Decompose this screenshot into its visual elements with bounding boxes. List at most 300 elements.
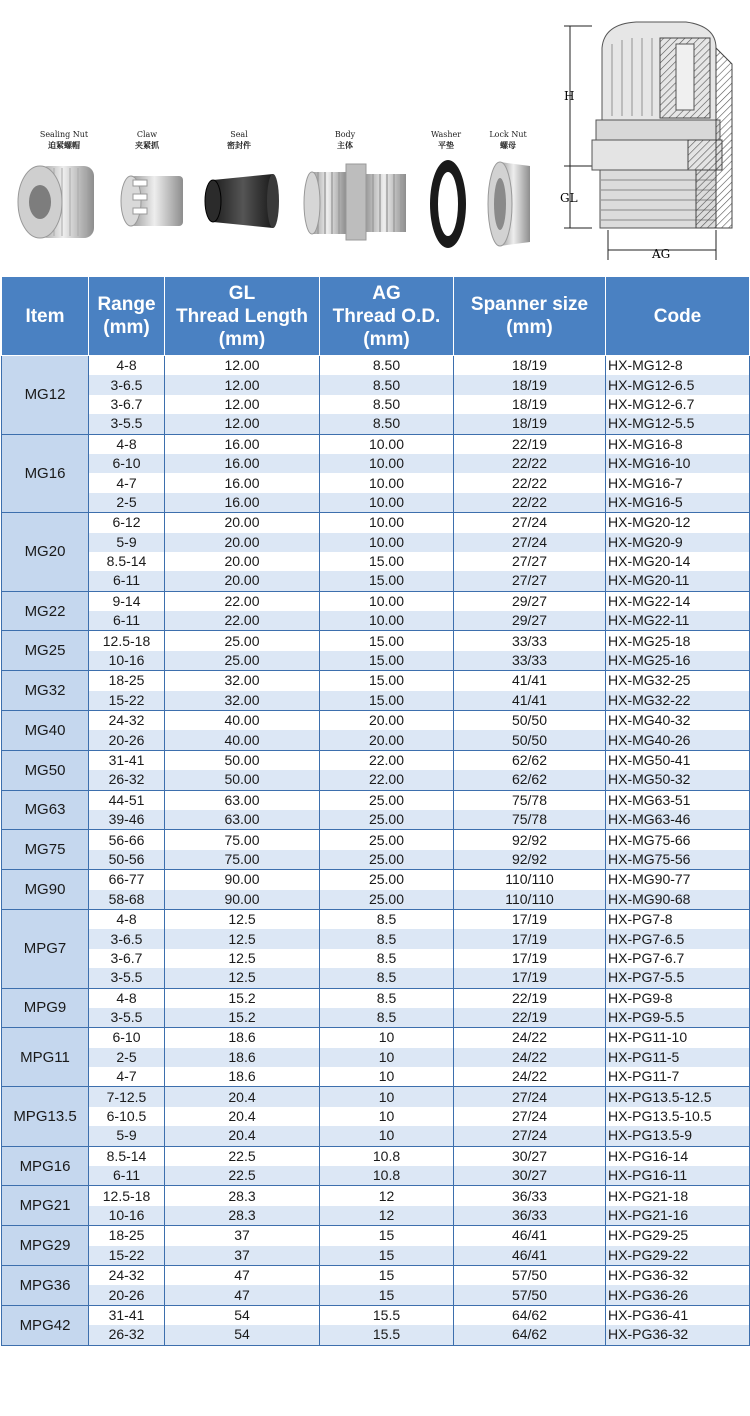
gl-cell: 16.00 (165, 434, 320, 454)
gl-cell: 12.00 (165, 414, 320, 434)
header-spanner-unit: (mm) (506, 317, 553, 338)
spanner-cell: 62/62 (454, 750, 606, 770)
spanner-cell: 41/41 (454, 691, 606, 711)
gl-cell: 75.00 (165, 850, 320, 870)
ag-cell: 8.50 (320, 414, 454, 434)
part-washer (424, 130, 468, 150)
dim-h-label: H (564, 89, 575, 103)
table-row (2, 691, 750, 711)
spanner-cell: 64/62 (454, 1305, 606, 1325)
part-label-cn: 密封件 (227, 140, 251, 150)
ag-cell: 8.5 (320, 929, 454, 948)
item-cell: MG12 (2, 356, 89, 435)
gl-cell: 22.5 (165, 1166, 320, 1186)
item-cell: MG16 (2, 434, 89, 513)
gl-cell: 16.00 (165, 493, 320, 513)
ag-cell: 10.8 (320, 1166, 454, 1186)
code-cell: HX-PG21-16 (606, 1206, 750, 1226)
range-cell: 31-41 (89, 1305, 165, 1325)
part-sealing-nut (28, 130, 100, 150)
code-cell: HX-MG75-66 (606, 830, 750, 850)
part-label-en: Washer (430, 130, 462, 139)
item-cell: MPG21 (2, 1186, 89, 1226)
ag-cell: 10.00 (320, 611, 454, 631)
spanner-cell: 27/24 (454, 533, 606, 552)
header-gl-desc: Thread Length (176, 305, 308, 327)
gl-cell: 37 (165, 1246, 320, 1266)
table-row (2, 1226, 750, 1246)
item-cell: MG50 (2, 750, 89, 790)
spanner-cell: 50/50 (454, 711, 606, 731)
range-cell: 4-8 (89, 988, 165, 1008)
body-icon (298, 160, 410, 244)
table-row (2, 1186, 750, 1206)
range-cell: 6-11 (89, 571, 165, 591)
gl-cell: 75.00 (165, 830, 320, 850)
ag-cell: 10 (320, 1067, 454, 1087)
range-cell: 20-26 (89, 1285, 165, 1305)
range-cell: 44-51 (89, 790, 165, 810)
range-cell: 6-11 (89, 1166, 165, 1186)
ag-cell: 10.00 (320, 434, 454, 454)
spanner-cell: 75/78 (454, 810, 606, 830)
range-cell: 18-25 (89, 1226, 165, 1246)
table-row (2, 533, 750, 552)
code-cell: HX-MG75-56 (606, 850, 750, 870)
code-cell: HX-PG36-41 (606, 1305, 750, 1325)
gl-cell: 32.00 (165, 671, 320, 691)
table-row (2, 1087, 750, 1107)
code-cell: HX-PG36-32 (606, 1325, 750, 1345)
item-cell: MPG9 (2, 988, 89, 1028)
range-cell: 6-10.5 (89, 1107, 165, 1126)
gl-cell: 20.00 (165, 571, 320, 591)
code-cell: HX-MG20-11 (606, 571, 750, 591)
spanner-cell: 22/22 (454, 454, 606, 473)
item-cell: MPG11 (2, 1028, 89, 1087)
ag-cell: 25.00 (320, 850, 454, 870)
table-row (2, 1126, 750, 1146)
claw-icon (117, 170, 187, 232)
range-cell: 15-22 (89, 1246, 165, 1266)
ag-cell: 15 (320, 1246, 454, 1266)
code-cell: HX-PG36-26 (606, 1285, 750, 1305)
range-cell: 66-77 (89, 870, 165, 890)
ag-cell: 8.5 (320, 968, 454, 988)
table-row (2, 1008, 750, 1028)
spanner-cell: 27/24 (454, 1126, 606, 1146)
ag-cell: 10 (320, 1028, 454, 1048)
table-row (2, 611, 750, 631)
ag-cell: 10 (320, 1048, 454, 1067)
item-cell: MPG42 (2, 1305, 89, 1345)
code-cell: HX-MG32-25 (606, 671, 750, 691)
table-row (2, 770, 750, 790)
header-code-label: Code (653, 305, 702, 327)
table-row (2, 968, 750, 988)
part-label-cn: 螺母 (500, 140, 516, 150)
ag-cell: 22.00 (320, 750, 454, 770)
part-lock-nut (486, 130, 530, 150)
code-cell: HX-PG11-10 (606, 1028, 750, 1048)
header-code (606, 277, 750, 356)
spanner-cell: 30/27 (454, 1166, 606, 1186)
code-cell: HX-MG22-11 (606, 611, 750, 631)
gl-cell: 90.00 (165, 870, 320, 890)
ag-cell: 15 (320, 1226, 454, 1246)
range-cell: 3-6.5 (89, 375, 165, 394)
code-cell: HX-PG7-6.7 (606, 949, 750, 968)
table-row (2, 434, 750, 454)
spanner-cell: 22/22 (454, 493, 606, 513)
range-cell: 31-41 (89, 750, 165, 770)
code-cell: HX-PG13.5-12.5 (606, 1087, 750, 1107)
gl-cell: 12.00 (165, 375, 320, 394)
table-row (2, 1048, 750, 1067)
part-label-en: Claw (136, 130, 158, 139)
gl-cell: 47 (165, 1265, 320, 1285)
table-row (2, 730, 750, 750)
code-cell: HX-PG36-32 (606, 1265, 750, 1285)
item-cell: MG40 (2, 711, 89, 751)
code-cell: HX-PG21-18 (606, 1186, 750, 1206)
ag-cell: 20.00 (320, 730, 454, 750)
gl-cell: 15.2 (165, 988, 320, 1008)
gl-cell: 12.5 (165, 968, 320, 988)
table-row (2, 1265, 750, 1285)
code-cell: HX-MG90-77 (606, 870, 750, 890)
code-cell: HX-PG7-8 (606, 909, 750, 929)
ag-cell: 15.00 (320, 691, 454, 711)
code-cell: HX-PG9-8 (606, 988, 750, 1008)
item-cell: MG22 (2, 591, 89, 631)
item-cell: MG90 (2, 870, 89, 910)
spanner-cell: 29/27 (454, 611, 606, 631)
table-row (2, 850, 750, 870)
code-cell: HX-MG12-5.5 (606, 414, 750, 434)
ag-cell: 15.5 (320, 1325, 454, 1345)
gl-cell: 40.00 (165, 711, 320, 731)
ag-cell: 10.00 (320, 454, 454, 473)
table-row (2, 356, 750, 376)
range-cell: 6-10 (89, 454, 165, 473)
item-cell: MPG13.5 (2, 1087, 89, 1146)
header-gl-unit: (mm) (218, 328, 266, 350)
range-cell: 26-32 (89, 770, 165, 790)
ag-cell: 8.5 (320, 909, 454, 929)
code-cell: HX-MG16-5 (606, 493, 750, 513)
code-cell: HX-MG25-16 (606, 651, 750, 671)
gl-cell: 12.5 (165, 949, 320, 968)
table-row (2, 711, 750, 731)
range-cell: 4-8 (89, 434, 165, 454)
table-row (2, 1325, 750, 1345)
gl-cell: 25.00 (165, 651, 320, 671)
gl-cell: 37 (165, 1226, 320, 1246)
gl-cell: 16.00 (165, 473, 320, 492)
table-row (2, 493, 750, 513)
range-cell: 10-16 (89, 651, 165, 671)
spanner-cell: 46/41 (454, 1246, 606, 1266)
gl-cell: 22.5 (165, 1146, 320, 1166)
part-label-en: Seal (230, 130, 248, 139)
range-cell: 39-46 (89, 810, 165, 830)
range-cell: 15-22 (89, 691, 165, 711)
table-body (2, 356, 750, 1346)
range-cell: 4-7 (89, 473, 165, 492)
gl-cell: 22.00 (165, 591, 320, 611)
spanner-cell: 18/19 (454, 375, 606, 394)
ag-cell: 8.50 (320, 375, 454, 394)
range-cell: 26-32 (89, 1325, 165, 1345)
ag-cell: 25.00 (320, 790, 454, 810)
table-row (2, 454, 750, 473)
spanner-cell: 27/27 (454, 552, 606, 571)
ag-cell: 25.00 (320, 830, 454, 850)
ag-cell: 25.00 (320, 890, 454, 910)
range-cell: 18-25 (89, 671, 165, 691)
code-cell: HX-PG9-5.5 (606, 1008, 750, 1028)
ag-cell: 10 (320, 1126, 454, 1146)
table-row (2, 870, 750, 890)
spanner-cell: 24/22 (454, 1048, 606, 1067)
table-row (2, 1028, 750, 1048)
gl-cell: 63.00 (165, 810, 320, 830)
spanner-cell: 24/22 (454, 1067, 606, 1087)
code-cell: HX-MG40-26 (606, 730, 750, 750)
table-row (2, 473, 750, 492)
gl-cell: 54 (165, 1305, 320, 1325)
table-row (2, 414, 750, 434)
code-cell: HX-MG63-51 (606, 790, 750, 810)
ag-cell: 10.00 (320, 493, 454, 513)
part-label-cn: 迫紧螺帽 (48, 140, 80, 150)
table-row (2, 631, 750, 651)
gl-cell: 63.00 (165, 790, 320, 810)
gl-cell: 18.6 (165, 1028, 320, 1048)
range-cell: 12.5-18 (89, 631, 165, 651)
item-cell: MG20 (2, 513, 89, 592)
ag-cell: 12 (320, 1206, 454, 1226)
sealing-nut-icon (10, 160, 100, 244)
range-cell: 20-26 (89, 730, 165, 750)
item-cell: MG25 (2, 631, 89, 671)
table-row (2, 1166, 750, 1186)
table-row (2, 949, 750, 968)
code-cell: HX-PG7-6.5 (606, 929, 750, 948)
code-cell: HX-MG25-18 (606, 631, 750, 651)
ag-cell: 15.00 (320, 631, 454, 651)
gl-cell: 28.3 (165, 1186, 320, 1206)
table-row (2, 909, 750, 929)
ag-cell: 8.5 (320, 988, 454, 1008)
range-cell: 6-10 (89, 1028, 165, 1048)
code-cell: HX-PG7-5.5 (606, 968, 750, 988)
gl-cell: 20.4 (165, 1087, 320, 1107)
part-seal (214, 130, 264, 150)
range-cell: 56-66 (89, 830, 165, 850)
ag-cell: 20.00 (320, 711, 454, 731)
table-row (2, 1107, 750, 1126)
code-cell: HX-MG50-32 (606, 770, 750, 790)
code-cell: HX-MG50-41 (606, 750, 750, 770)
header-ag (320, 277, 454, 356)
gl-cell: 12.5 (165, 909, 320, 929)
range-cell: 24-32 (89, 1265, 165, 1285)
range-cell: 3-5.5 (89, 968, 165, 988)
ag-cell: 10 (320, 1107, 454, 1126)
table-row (2, 395, 750, 414)
code-cell: HX-MG32-22 (606, 691, 750, 711)
ag-cell: 15.00 (320, 651, 454, 671)
code-cell: HX-PG13.5-9 (606, 1126, 750, 1146)
table-row (2, 1305, 750, 1325)
spanner-cell: 64/62 (454, 1325, 606, 1345)
gl-cell: 18.6 (165, 1067, 320, 1087)
code-cell: HX-MG20-14 (606, 552, 750, 571)
table-row (2, 988, 750, 1008)
gl-cell: 12.00 (165, 356, 320, 376)
gl-cell: 47 (165, 1285, 320, 1305)
table-row (2, 513, 750, 533)
spanner-cell: 27/24 (454, 1087, 606, 1107)
range-cell: 50-56 (89, 850, 165, 870)
part-label-cn: 夹紧抓 (135, 140, 159, 150)
range-cell: 8.5-14 (89, 1146, 165, 1166)
spanner-cell: 33/33 (454, 631, 606, 651)
ag-cell: 15.00 (320, 671, 454, 691)
header-range (89, 277, 165, 356)
header-item (2, 277, 89, 356)
spanner-cell: 92/92 (454, 830, 606, 850)
table-row (2, 591, 750, 611)
ag-cell: 10.00 (320, 591, 454, 611)
part-label-cn: 主体 (337, 140, 353, 150)
table-row (2, 890, 750, 910)
range-cell: 2-5 (89, 1048, 165, 1067)
ag-cell: 10.00 (320, 533, 454, 552)
code-cell: HX-PG11-7 (606, 1067, 750, 1087)
code-cell: HX-PG11-5 (606, 1048, 750, 1067)
gl-cell: 22.00 (165, 611, 320, 631)
gl-cell: 12.00 (165, 395, 320, 414)
spanner-cell: 27/24 (454, 513, 606, 533)
ag-cell: 8.50 (320, 356, 454, 376)
gl-cell: 54 (165, 1325, 320, 1345)
ag-cell: 15.00 (320, 571, 454, 591)
part-label-en: Sealing Nut (39, 130, 89, 139)
spanner-cell: 41/41 (454, 671, 606, 691)
item-cell: MG32 (2, 671, 89, 711)
spanner-cell: 36/33 (454, 1186, 606, 1206)
ag-cell: 25.00 (320, 810, 454, 830)
header-range-unit: (mm) (103, 317, 150, 338)
range-cell: 8.5-14 (89, 552, 165, 571)
spanner-cell: 27/24 (454, 1107, 606, 1126)
range-cell: 10-16 (89, 1206, 165, 1226)
header-ag-label: AG (372, 282, 401, 304)
range-cell: 4-8 (89, 909, 165, 929)
ag-cell: 12 (320, 1186, 454, 1206)
spanner-cell: 29/27 (454, 591, 606, 611)
gl-cell: 20.00 (165, 513, 320, 533)
header-ag-desc: Thread O.D. (332, 305, 441, 327)
spanner-cell: 75/78 (454, 790, 606, 810)
spanner-cell: 22/19 (454, 434, 606, 454)
table-row (2, 552, 750, 571)
spanner-cell: 36/33 (454, 1206, 606, 1226)
header-range-label: Range (97, 294, 156, 315)
code-cell: HX-MG16-10 (606, 454, 750, 473)
code-cell: HX-MG22-14 (606, 591, 750, 611)
table-row (2, 1206, 750, 1226)
spanner-cell: 18/19 (454, 414, 606, 434)
code-cell: HX-PG29-25 (606, 1226, 750, 1246)
code-cell: HX-MG12-6.5 (606, 375, 750, 394)
spanner-cell: 30/27 (454, 1146, 606, 1166)
gl-cell: 12.5 (165, 929, 320, 948)
header-item-label: Item (25, 305, 65, 327)
ag-cell: 8.50 (320, 395, 454, 414)
part-body (320, 130, 370, 150)
item-cell: MG75 (2, 830, 89, 870)
ag-cell: 15.5 (320, 1305, 454, 1325)
range-cell: 12.5-18 (89, 1186, 165, 1206)
code-cell: HX-PG29-22 (606, 1246, 750, 1266)
code-cell: HX-PG16-11 (606, 1166, 750, 1186)
gl-cell: 28.3 (165, 1206, 320, 1226)
spanner-cell: 46/41 (454, 1226, 606, 1246)
table-row (2, 750, 750, 770)
gl-cell: 90.00 (165, 890, 320, 910)
table-row (2, 375, 750, 394)
ag-cell: 10.00 (320, 513, 454, 533)
code-cell: HX-MG16-8 (606, 434, 750, 454)
range-cell: 24-32 (89, 711, 165, 731)
gl-cell: 50.00 (165, 770, 320, 790)
dim-gl-label: GL (560, 191, 578, 205)
table-row (2, 1246, 750, 1266)
ag-cell: 8.5 (320, 1008, 454, 1028)
spanner-cell: 22/19 (454, 1008, 606, 1028)
spanner-cell: 110/110 (454, 890, 606, 910)
spanner-cell: 17/19 (454, 949, 606, 968)
spanner-cell: 27/27 (454, 571, 606, 591)
dim-ag-label: AG (652, 247, 671, 261)
seal-icon (203, 170, 283, 234)
gl-cell: 15.2 (165, 1008, 320, 1028)
ag-cell: 10.8 (320, 1146, 454, 1166)
spanner-cell: 22/22 (454, 473, 606, 492)
code-cell: HX-MG63-46 (606, 810, 750, 830)
code-cell: HX-MG12-6.7 (606, 395, 750, 414)
spanner-cell: 17/19 (454, 929, 606, 948)
table-row (2, 571, 750, 591)
gl-cell: 50.00 (165, 750, 320, 770)
gl-cell: 20.00 (165, 533, 320, 552)
spanner-cell: 50/50 (454, 730, 606, 750)
spanner-cell: 24/22 (454, 1028, 606, 1048)
ag-cell: 10 (320, 1087, 454, 1107)
range-cell: 6-12 (89, 513, 165, 533)
item-cell: MPG7 (2, 909, 89, 988)
header-spanner-label: Spanner size (470, 294, 589, 315)
code-cell: HX-MG90-68 (606, 890, 750, 910)
gl-cell: 16.00 (165, 454, 320, 473)
code-cell: HX-MG20-9 (606, 533, 750, 552)
range-cell: 5-9 (89, 1126, 165, 1146)
code-cell: HX-MG16-7 (606, 473, 750, 492)
